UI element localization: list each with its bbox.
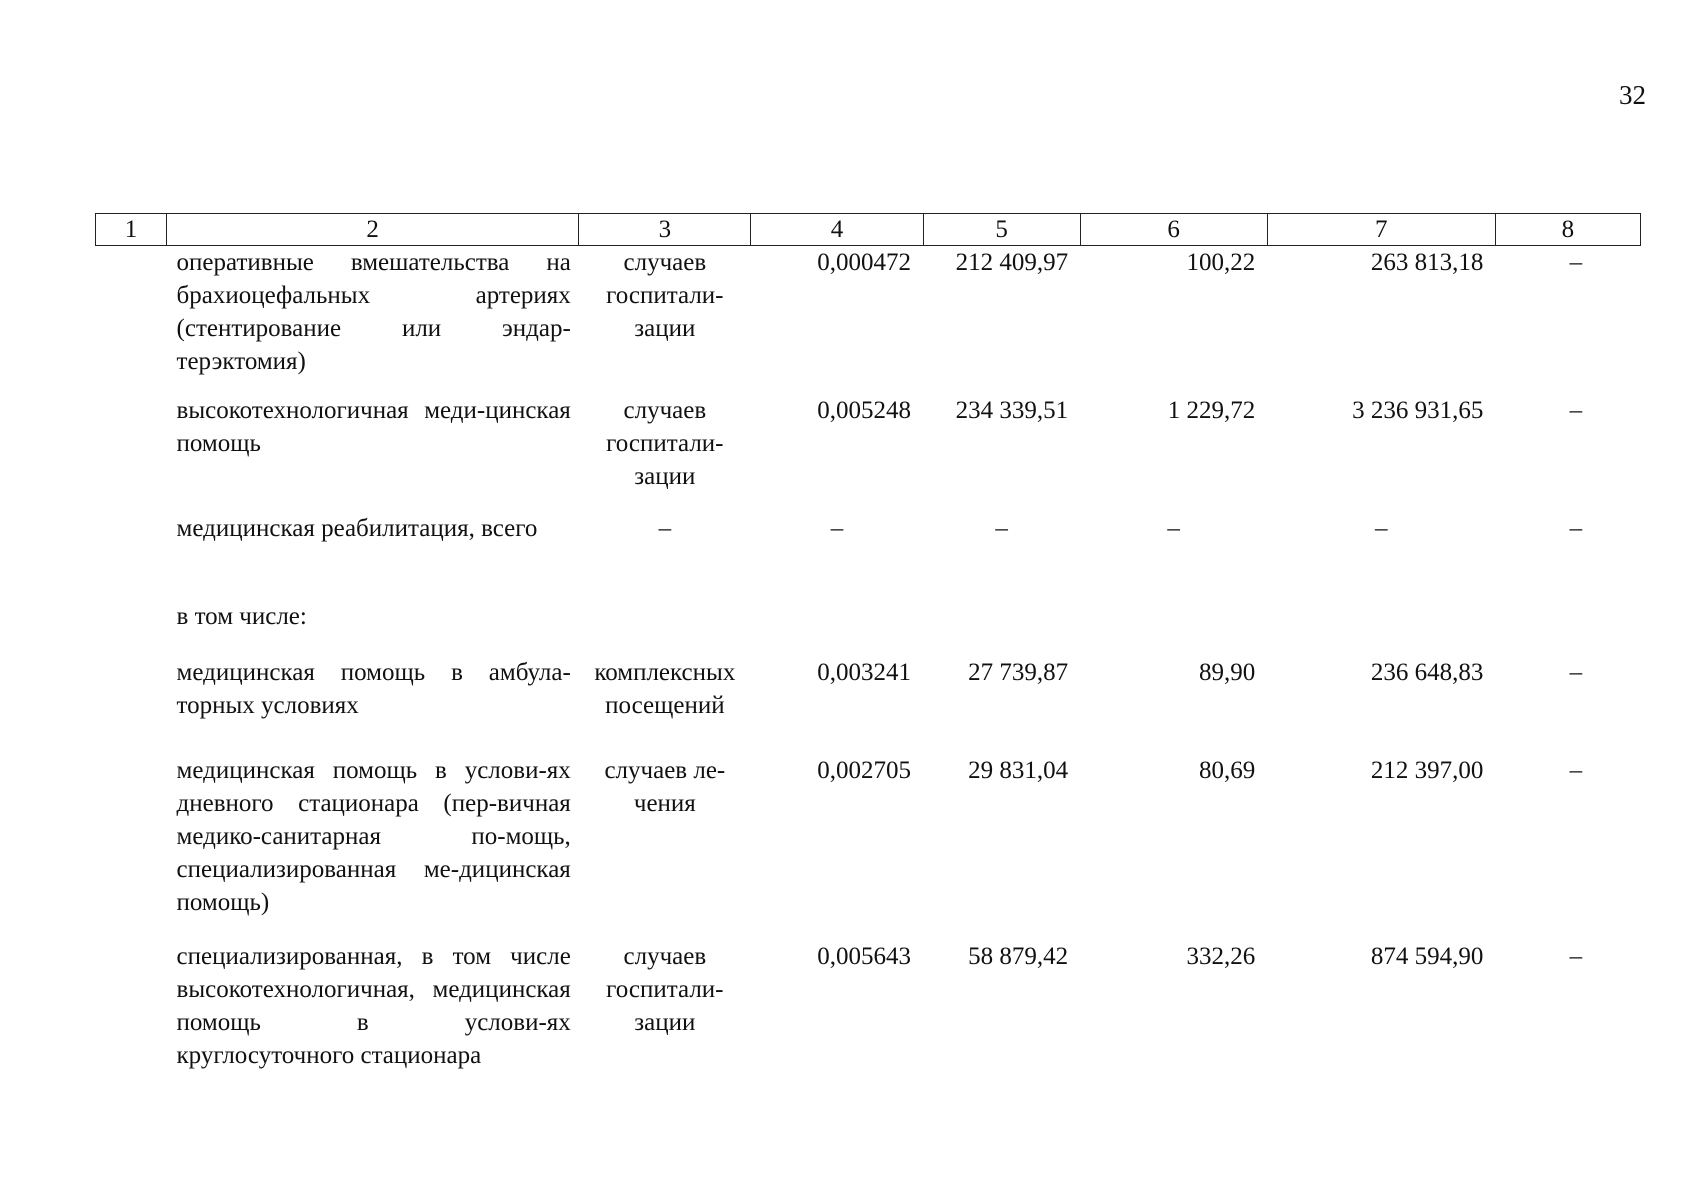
row-value-col4: 0,005643 bbox=[817, 942, 912, 970]
row-name: оперативные вмешательства на брахиоцефальных артериях (стентирование или эндар-терэктомия) bbox=[176, 249, 571, 375]
column-number: 2 bbox=[167, 214, 579, 246]
row-name: специализированная, в том числе высокотехнологичная, медицинская помощь в услови-ях круглосуточного стационара bbox=[176, 942, 571, 1069]
row-value-col8: – bbox=[1569, 658, 1583, 686]
row-value-col8: – bbox=[1569, 249, 1583, 276]
row-value-col6: 332,26 bbox=[1186, 942, 1256, 970]
row-name: медицинская помощь в амбула-торных условиях bbox=[176, 658, 571, 719]
row-value-col4: 0,002705 bbox=[817, 756, 912, 784]
table-row bbox=[96, 656, 1641, 754]
row-value-col6: – bbox=[1167, 514, 1180, 542]
row-value-col6 bbox=[1080, 600, 1267, 656]
table-row bbox=[96, 512, 1641, 600]
row-unit: случаев госпитали-зации bbox=[606, 942, 724, 1036]
row-value-col5: 27 739,87 bbox=[968, 658, 1069, 686]
row-value-col4 bbox=[751, 600, 923, 656]
row-value-col5: 234 339,51 bbox=[955, 396, 1069, 424]
row-value-col7: 263 813,18 bbox=[1370, 249, 1484, 276]
row-value-col5: 212 409,97 bbox=[955, 249, 1069, 276]
page-number: 32 bbox=[1619, 80, 1646, 110]
table-row bbox=[96, 940, 1641, 1080]
row-value-col6: 80,69 bbox=[1198, 756, 1256, 784]
row-unit: комплексных посещений bbox=[594, 658, 736, 719]
row-value-col7: 874 594,90 bbox=[1370, 942, 1484, 970]
data-table bbox=[95, 213, 1641, 1080]
table-row bbox=[96, 394, 1641, 512]
row-value-col7 bbox=[1267, 600, 1495, 656]
row-value-col8: – bbox=[1569, 942, 1583, 970]
column-number: 1 bbox=[96, 214, 167, 246]
row-value-col6: 100,22 bbox=[1186, 249, 1256, 276]
column-number: 7 bbox=[1267, 214, 1495, 246]
table-row bbox=[96, 754, 1641, 940]
row-unit: случаев ле-чения bbox=[604, 756, 726, 817]
row-value-col8: – bbox=[1569, 396, 1583, 424]
column-number: 8 bbox=[1495, 214, 1640, 246]
row-unit: случаев госпитали-зации bbox=[606, 249, 724, 342]
row-unit: случаев госпитали-зации bbox=[606, 396, 724, 490]
row-value-col5 bbox=[923, 600, 1080, 656]
row-value-col7: 212 397,00 bbox=[1370, 756, 1484, 784]
column-number-header-row bbox=[96, 214, 1641, 246]
column-number: 5 bbox=[923, 214, 1080, 246]
row-value-col8: – bbox=[1569, 514, 1583, 542]
row-name: высокотехнологичная меди-цинская помощь bbox=[176, 396, 571, 457]
column-number: 4 bbox=[751, 214, 923, 246]
column-number: 3 bbox=[579, 214, 751, 246]
row-value-col4: 0,005248 bbox=[817, 396, 912, 424]
table-row bbox=[96, 246, 1641, 394]
row-value-col7: 3 236 931,65 bbox=[1352, 396, 1484, 424]
row-value-col8: – bbox=[1569, 756, 1583, 784]
row-unit bbox=[579, 600, 751, 656]
column-number: 6 bbox=[1080, 214, 1267, 246]
row-value-col6: 1 229,72 bbox=[1167, 396, 1256, 424]
row-value-col5: 58 879,42 bbox=[968, 942, 1069, 970]
row-value-col4: 0,003241 bbox=[817, 658, 912, 686]
row-value-col7: 236 648,83 bbox=[1370, 658, 1484, 686]
row-value-col5: 29 831,04 bbox=[968, 756, 1069, 784]
row-unit: – bbox=[658, 514, 672, 542]
row-value-col4: 0,000472 bbox=[817, 249, 912, 276]
row-value-col7: – bbox=[1375, 514, 1388, 542]
row-value-col5: – bbox=[995, 514, 1008, 542]
row-value-col8 bbox=[1495, 600, 1640, 656]
row-name: медицинская помощь в услови-ях дневного стационара (пер-вичная медико-санитарная по-мощь, специализированная ме-дицинская помощь) bbox=[176, 756, 571, 916]
row-name: в том числе: bbox=[176, 602, 307, 630]
row-name: медицинская реабилитация, всего bbox=[176, 514, 538, 542]
row-value-col4: – bbox=[830, 514, 844, 542]
table-row bbox=[96, 600, 1641, 656]
row-value-col6: 89,90 bbox=[1198, 658, 1256, 686]
